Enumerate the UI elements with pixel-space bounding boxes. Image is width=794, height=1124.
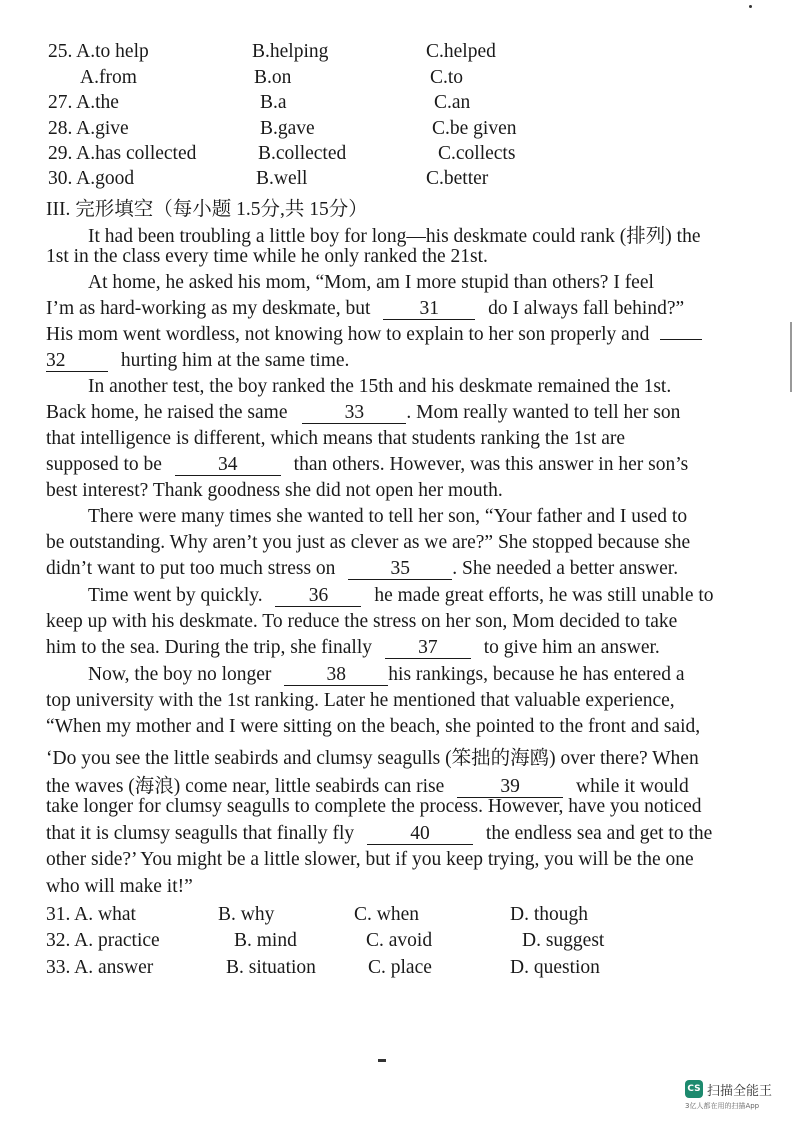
passage-line (46, 298, 684, 320)
passage-line (46, 637, 660, 659)
option-b[interactable]: B. why (218, 904, 275, 925)
blank-32[interactable]: 32 (46, 351, 108, 372)
option-c[interactable]: C. avoid (366, 930, 433, 951)
passage-text: His mom went wordless, not knowing how to explain to her son properly and (46, 324, 650, 345)
passage-text: Now, the boy no longer (88, 664, 272, 685)
option-c: C.collects (438, 143, 516, 164)
passage-line (46, 324, 702, 346)
option-a: 28. A.give (48, 118, 129, 139)
passage-text: Back home, he raised the same (46, 402, 288, 423)
passage-line: keep up with his deskmate. To reduce the stress on her son, Mom decided to take (46, 611, 678, 632)
passage-line: ‘Do you see the little seabirds and clumsy seagulls (笨拙的海鸥) over there? When (46, 748, 699, 769)
watermark-tagline: 3亿人都在用的扫描App (685, 1102, 760, 1110)
option-d[interactable]: D. question (510, 957, 600, 978)
passage-text: his rankings, because he has entered a (388, 664, 685, 685)
blank-38[interactable]: 38 (284, 665, 388, 686)
options-row-27 (46, 92, 786, 118)
passage-text: . She needed a better answer. (452, 558, 679, 579)
option-a[interactable]: 31. A. what (46, 904, 136, 925)
passage-text: him to the sea. During the trip, she finally (46, 637, 373, 658)
options-row-26 (46, 67, 786, 93)
option-c[interactable]: C. place (368, 957, 432, 978)
passage-line (88, 664, 684, 686)
option-c: C.to (430, 67, 464, 88)
passage-line: top university with the 1st ranking. Later he mentioned that valuable experience, (46, 690, 675, 711)
blank-31[interactable]: 31 (383, 299, 475, 320)
passage-line (88, 585, 714, 607)
passage-line: that intelligence is different, which means that students ranking the 1st are (46, 428, 626, 449)
option-b[interactable]: B. mind (234, 930, 297, 951)
passage-line: take longer for clumsy seagulls to complete the process. However, have you noticed (46, 796, 702, 817)
scanner-watermark (685, 1080, 791, 1114)
options-row-30 (46, 168, 786, 194)
passage-text: than others. However, was this answer in her son’s (293, 454, 689, 475)
option-c: C.helped (426, 41, 496, 62)
option-b: B.helping (252, 41, 329, 62)
option-b: B.collected (258, 143, 347, 164)
option-a: A.from (80, 67, 137, 88)
option-b: B.well (256, 168, 308, 189)
options-row-28 (46, 118, 786, 144)
passage-line: In another test, the boy ranked the 15th and his deskmate remained the 1st. (88, 376, 672, 397)
option-b: B.a (260, 92, 287, 113)
passage-line: other side?’ You might be a little slower, but if you keep trying, you will be the one (46, 849, 694, 870)
option-c[interactable]: C. when (354, 904, 419, 925)
passage-text: that it is clumsy seagulls that finally fly (46, 823, 355, 844)
passage-text: Time went by quickly. (88, 585, 263, 606)
option-a: 30. A.good (48, 168, 135, 189)
passage-line: best interest? Thank goodness she did not open her mouth. (46, 480, 503, 501)
section-title: III. 完形填空（每小题 1.5分,共 15分） (46, 199, 368, 220)
option-a: 29. A.has collected (48, 143, 197, 164)
passage-text: do I always fall behind?” (488, 298, 685, 319)
passage-line (46, 402, 680, 424)
option-b: B.gave (260, 118, 315, 139)
blank-37[interactable]: 37 (385, 638, 471, 659)
blank-32-lead[interactable] (660, 339, 702, 340)
blank-39[interactable]: 39 (457, 777, 563, 798)
passage-line: “When my mother and I were sitting on the beach, she pointed to the front and said, (46, 716, 701, 737)
passage-text: while it would (576, 776, 689, 797)
passage-text: the waves (海浪) come near, little seabirds can rise (46, 776, 445, 797)
scan-mark (378, 1059, 386, 1062)
passage-line: 1st in the class every time while he only ranked the 21st. (46, 246, 488, 267)
scan-speck (749, 5, 752, 8)
passage-text: . Mom really wanted to tell her son (406, 402, 681, 423)
option-a: 25. A.to help (48, 41, 149, 62)
passage-line: There were many times she wanted to tell her son, “Your father and I used to (88, 506, 688, 527)
question-31-options (46, 904, 786, 930)
option-c: C.an (434, 92, 471, 113)
option-d[interactable]: D. though (510, 904, 588, 925)
watermark-app-name: 扫描全能王 (707, 1084, 773, 1099)
passage-line (46, 350, 349, 372)
blank-34[interactable]: 34 (175, 455, 281, 476)
passage-line: be outstanding. Why aren’t you just as clever as we are?” She stopped because she (46, 532, 691, 553)
camscanner-logo-icon: CS (685, 1080, 703, 1098)
passage-text: he made great efforts, he was still unable to (374, 585, 714, 606)
option-d[interactable]: D. suggest (522, 930, 605, 951)
passage-line (46, 454, 688, 476)
passage-line: It had been troubling a little boy for long—his deskmate could rank (排列) the (88, 226, 701, 247)
passage-text: to give him an answer. (483, 637, 660, 658)
page-edge-shadow (790, 322, 792, 392)
passage-line: who will make it!” (46, 876, 193, 897)
option-b: B.on (254, 67, 292, 88)
passage-text: the endless sea and get to the (485, 823, 713, 844)
options-row-25 (46, 41, 786, 67)
option-a: 27. A.the (48, 92, 119, 113)
question-33-options (46, 957, 786, 983)
blank-36[interactable]: 36 (275, 586, 361, 607)
passage-line: At home, he asked his mom, “Mom, am I more stupid than others? I feel (88, 272, 654, 293)
passage-line (46, 558, 678, 580)
passage-text: supposed to be (46, 454, 162, 475)
blank-33[interactable]: 33 (302, 403, 406, 424)
blank-40[interactable]: 40 (367, 824, 473, 845)
blank-35[interactable]: 35 (348, 559, 452, 580)
option-c: C.better (426, 168, 489, 189)
option-b[interactable]: B. situation (226, 957, 316, 978)
passage-line (46, 770, 689, 798)
options-row-29 (46, 143, 786, 169)
option-a[interactable]: 32. A. practice (46, 930, 160, 951)
option-c: C.be given (432, 118, 517, 139)
passage-line (46, 823, 712, 845)
question-32-options (46, 930, 786, 956)
passage-text: didn’t want to put too much stress on (46, 558, 336, 579)
option-a[interactable]: 33. A. answer (46, 957, 154, 978)
passage-text: I’m as hard-working as my deskmate, but (46, 298, 371, 319)
passage-text: hurting him at the same time. (120, 350, 350, 371)
